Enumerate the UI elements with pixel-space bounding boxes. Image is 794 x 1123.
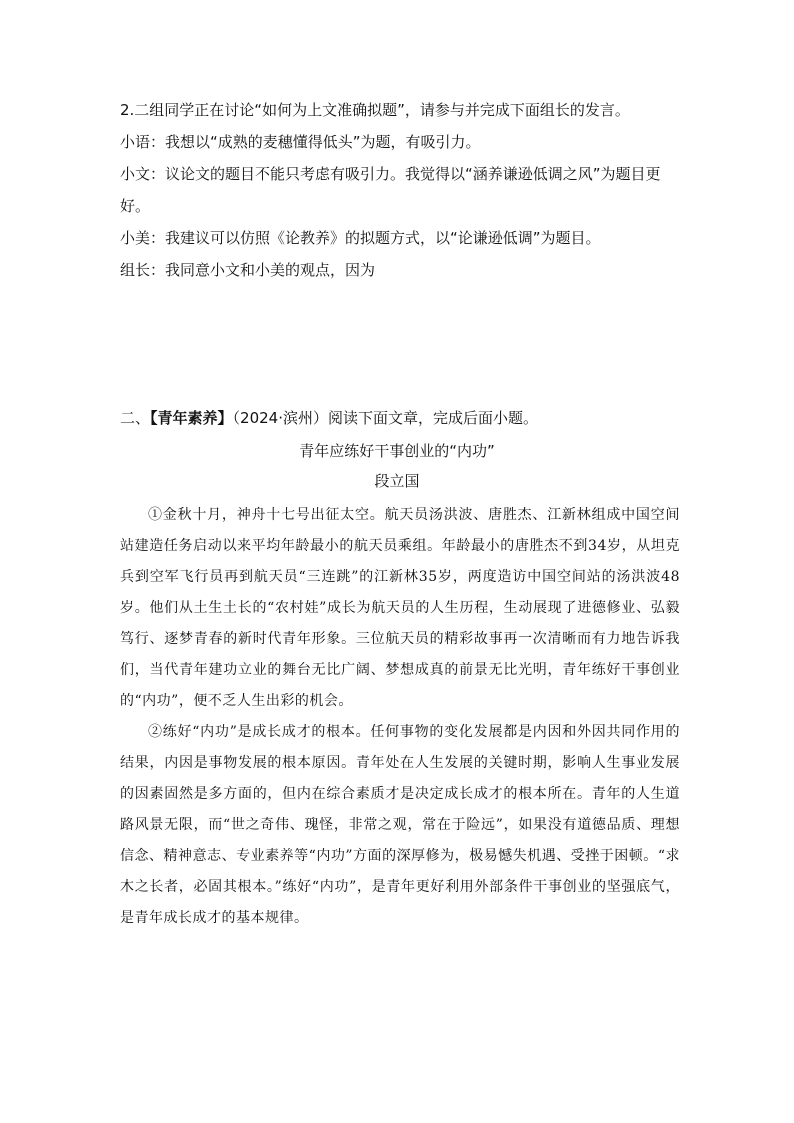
article-body [120,500,680,934]
section-instruction: （2024·滨州）阅读下面文章，完成后面小题。 [232,409,538,427]
xiaoyu-statement: 小语：我想以“成熟的麦穗懂得低头”为题，有吸引力。 [120,133,481,151]
article-paragraph-1: ①金秋十月，神舟十七号出征太空。航天员汤洪波、唐胜杰、江新林组成中国空间站建造任务启动以来平均年龄最小的航天员乘组。年龄最小的唐胜杰不到34岁，从坦克兵到空军飞行员再到航天员“三连跳”的江新林35岁，两度造访中国空间站的汤洪波48岁。他们从土生土长的“农村娃”成长为航天员的人生历程，生动展现了进德修业、弘毅笃行、逐梦青春的新时代青年形象。三位航天员的精彩故事再一次清晰而有力地告诉我们，当代青年建功立业的舞台无比广阔、梦想成真的前景无比光明，青年练好干事创业的“内功”，便不乏人生出彩的机会。 [120,507,680,709]
section-tag: 【青年素养】 [150,409,233,427]
article-author: 段立国 [374,472,420,490]
leader-statement: 组长：我同意小文和小美的观点，因为 [120,261,376,279]
question-2-prompt: 2.二组同学正在讨论“如何为上文准确拟题”，请参与并完成下面组长的发言。 [120,101,630,119]
xiaowen-statement: 小文：议论文的题目不能只考虑有吸引力。我觉得以“涵养谦逊低调之风”为题目更好。 [120,165,661,215]
article-title: 青年应练好干事创业的“内功” [299,442,495,460]
section-number: 二、 [120,409,151,427]
article-paragraph-2: ②练好“内功”是成长成才的根本。任何事物的变化发展都是内因和外因共同作用的结果，内因是事物发展的根本原因。青年处在人生发展的关键时期，影响人生事业发展的因素固然是多方面的，但内在综合素质才是决定成长成才的根本所在。青年的人生道路风景无限，而“世之奇伟、瑰怪，非常之观，常在于险远”，如果没有道德品质、理想信念、精神意志、专业素养等“内功”方面的深厚修为，极易憾失机遇、受挫于困顿。“求木之长者，必固其根本。”练好“内功”，是青年更好利用外部条件干事创业的坚强底气，是青年成长成才的基本规律。 [120,724,680,926]
question-2-block [120,94,680,286]
xiaomei-statement: 小美：我建议可以仿照《论教养》的拟题方式，以“论谦逊低调”为题目。 [120,229,601,247]
section-2-heading [120,405,680,431]
